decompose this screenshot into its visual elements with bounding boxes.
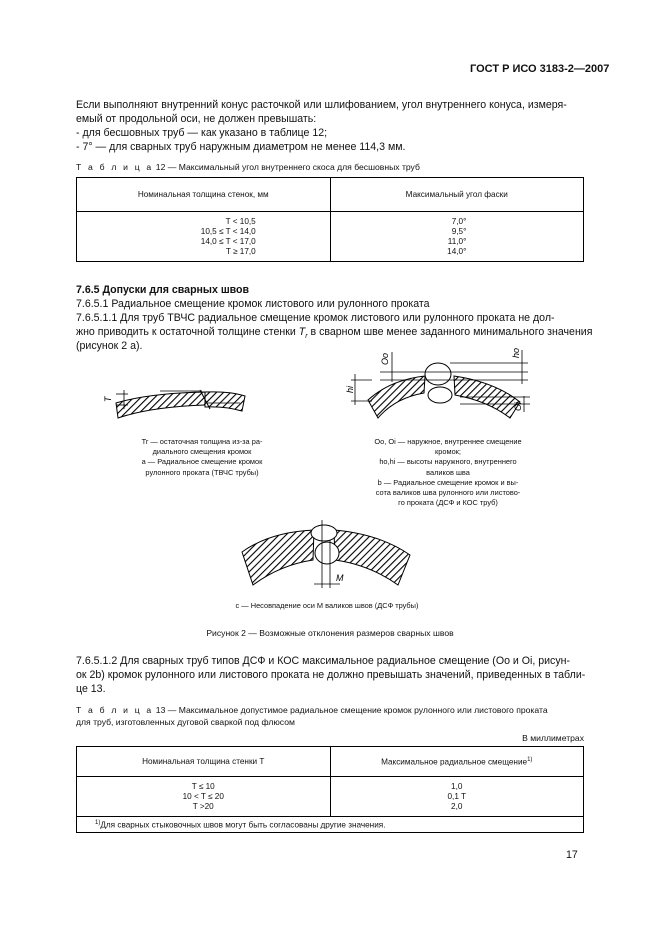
section-p1-line2a: жно приводить к остаточной толщине стенки [76, 326, 299, 338]
para2-line1: 7.6.5.1.2 Для сварных труб типов ДСФ и КОС максимальное радиальное смещение (Oo и Oi, рисун- [76, 655, 571, 667]
table13-col2-header-sup: 1) [527, 756, 533, 763]
table13-col1-header: Номинальная толщина стенки T [77, 747, 331, 777]
figure-b-inner-bead [428, 387, 452, 403]
figure-c [242, 520, 410, 588]
table13-footnote-text: Для сварных стыковочных швов могут быть согласованы другие значения. [100, 820, 386, 830]
table-row: T ≤ 10 [191, 781, 215, 791]
figure-b-label-oi: Oi [513, 402, 523, 411]
figure-a-caption-3: а — Радиальное смещение кромок [141, 457, 263, 467]
figure-c-label-m: M [336, 573, 344, 583]
figure-a [103, 390, 245, 418]
table13-units: В миллиметрах [522, 733, 584, 743]
table-row: 0,1 T [447, 791, 466, 801]
figure-c-caption: с — Несовпадение оси M валиков швов (ДСФ трубы) [235, 601, 419, 610]
figure-c-right-plate [334, 530, 410, 585]
figure-a-caption-4: рулонного проката (ТВЧС трубы) [145, 467, 259, 477]
figure-b-caption-6: сота валиков шва рулонного или листово- [375, 488, 521, 498]
figure-c-inner-bead [315, 542, 339, 564]
figure-b [345, 348, 530, 418]
table-row: T < 10,5 [225, 216, 256, 226]
table12-caption-prefix: Т а б л и ц а [76, 162, 154, 172]
document-id: ГОСТ Р ИСО 3183-2—2007 [470, 63, 610, 75]
table12-thickness-cell [77, 212, 331, 262]
intro-bullet-2: - 7° — для сварных труб наружным диаметром не менее 114,3 мм. [76, 141, 406, 153]
table-row: 2,0 [451, 801, 463, 811]
table12-caption-text: 12 — Максимальный угол внутреннего скоса для бесшовных труб [155, 162, 420, 172]
section-sub1: 7.6.5.1 Радиальное смещение кромок листового или рулонного проката [76, 298, 430, 310]
table12-col2-header: Максимальный угол фаски [330, 178, 584, 212]
table13-caption-text: 13 — Максимальное допустимое радиальное смещение кромок рулонного или листового проката [155, 705, 548, 715]
table-row: 14,0° [447, 246, 467, 256]
section-p1-line3: (рисунок 2 а). [76, 340, 143, 352]
table-row: 1,0 [451, 781, 463, 791]
table-row: T ≥ 17,0 [225, 246, 256, 256]
figure-a-right-plate [205, 392, 245, 411]
figure-b-left-plate [368, 376, 425, 418]
table13-col2-header [330, 747, 584, 777]
table-row: 11,0° [447, 236, 467, 246]
figure-b-outer-bead [425, 363, 451, 385]
figure-b-caption-4: валиков шва [426, 467, 470, 477]
table-row: 7,0° [451, 216, 467, 226]
figure-b-caption-2: кромок; [435, 447, 461, 457]
table-12 [76, 177, 584, 262]
figure-a-caption-1: Tr — остаточная толщина из-за ра- [141, 437, 263, 446]
figure-b-caption-7: го проката (ДСФ и КОС труб) [398, 498, 498, 508]
figure-b-label-oo: Oo [380, 352, 390, 365]
figure-b-caption-3: ho,hi — высоты наружного, внутреннего [379, 457, 517, 467]
intro-line-2: емый от продольной оси, не должен превышать: [76, 113, 317, 125]
table-row: 10,5 ≤ T < 14,0 [200, 226, 256, 236]
page-number: 17 [566, 849, 578, 861]
intro-line-1: Если выполняют внутренний конус расточкой или шлифованием, угол внутреннего конуса, измеря- [76, 99, 567, 111]
table12-caption [76, 162, 420, 174]
table12-col1-header: Номинальная толщина стенок, мм [77, 178, 331, 212]
figure-b-caption-5: b — Радиальное смещение кромок и вы- [377, 477, 519, 487]
table-row: 14,0 ≤ T < 17,0 [200, 236, 256, 246]
figure-b-caption [360, 437, 536, 508]
figure-2-drawings [0, 340, 661, 630]
intro-bullet-1: - для бесшовных труб — как указано в таблице 12; [76, 127, 328, 139]
table13-footnote-mark: 1) [95, 819, 101, 826]
table-row: 9,5° [451, 226, 467, 236]
figure-b-label-ho: ho [511, 347, 521, 358]
para2-line2: ок 2b) кромок рулонного или листового проката не должно превышать значений, приведенных в табли- [76, 669, 586, 681]
figure-c-outer-bead [311, 525, 337, 541]
table13-caption-line2: для труб, изготовленных дуговой сваркой под флюсом [76, 717, 295, 727]
figure-a-caption [122, 437, 282, 478]
figure-b-caption-1: Oo, Oi — наружное, внутреннее смещение [374, 437, 522, 446]
figure-a-caption-2: диального смещения кромок [152, 447, 252, 457]
table13-caption-prefix: Т а б л и ц а [76, 705, 154, 715]
section-heading: 7.6.5 Допуски для сварных швов [76, 284, 250, 296]
section-p1-line1: 7.6.5.1.1 Для труб ТВЧС радиальное смещение кромок листового или рулонного проката не дол- [76, 312, 555, 324]
figure-a-label-t: T [103, 396, 113, 402]
table-row: 10 < T ≤ 20 [182, 791, 224, 801]
table12-angle-cell [330, 212, 584, 262]
figure-c-left-plate [242, 530, 314, 585]
figure-title: Рисунок 2 — Возможные отклонения размеров сварных швов [206, 628, 454, 638]
table-13 [76, 746, 584, 833]
figure-b-label-hi: hi [345, 385, 355, 393]
figure-a-left-plate [116, 392, 205, 418]
table13-offset-cell [330, 777, 584, 817]
table13-caption [76, 705, 548, 717]
tr-symbol: $T_r$ [298, 326, 308, 341]
table13-thickness-cell [77, 777, 331, 817]
table13-col2-header-text: Максимальное радиальное смещение [381, 757, 528, 767]
para2-line3: це 13. [76, 683, 106, 695]
section-p1-line2b: в сварном шве менее заданного минимального значения [307, 326, 593, 338]
table13-footnote [77, 817, 584, 833]
table-row: T >20 [192, 801, 214, 811]
